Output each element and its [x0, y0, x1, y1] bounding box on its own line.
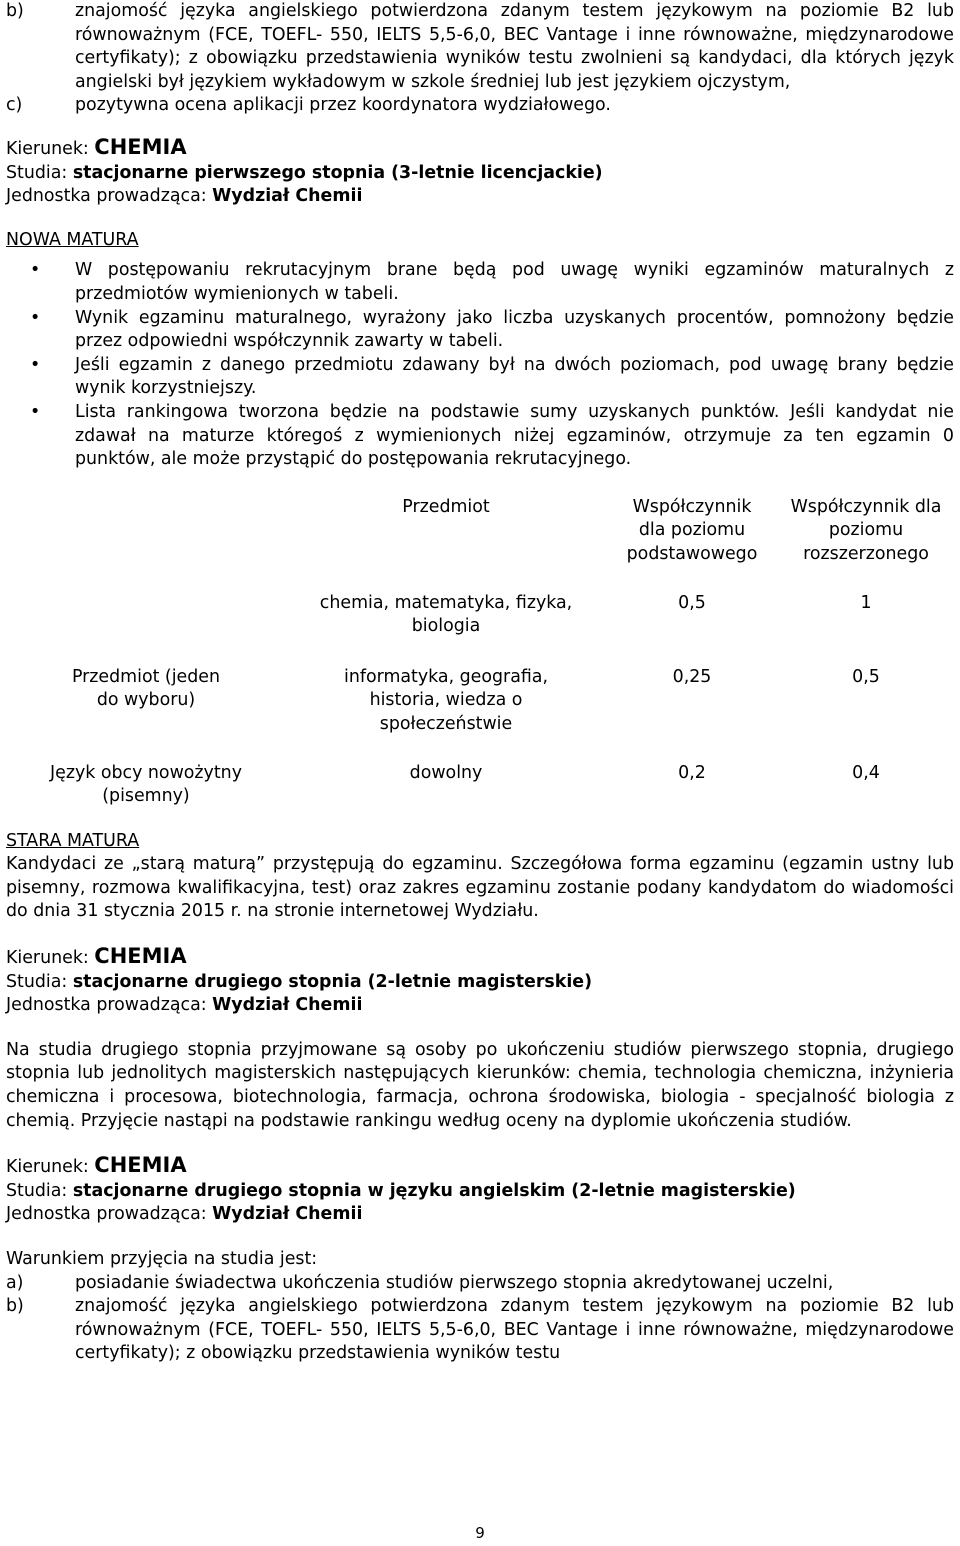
row2-extended: 0,5 — [852, 666, 880, 687]
row2-group: Przedmiot (jeden do wyboru) — [71, 666, 221, 711]
section3-heading — [6, 1154, 954, 1227]
list-item-c — [6, 94, 954, 118]
table-cell — [6, 484, 286, 592]
section1-heading — [6, 136, 954, 209]
list-text: znajomość języka angielskiego potwierdzona zdanym testem językowym na poziomie B2 lub równoważnym (FCE, TOEFL- 550, IELTS 5,5-6,0, BEC Vantage i inne równoważne, międzynarodowe certyfikaty); z obowiązku przedstawienia wyników testu zwolnieni są kandydaci, dla których język angielski był językiem wykładowym w szkole średniej lub jest językiem ojczystym, — [75, 1, 954, 92]
section2-heading — [6, 945, 954, 1018]
kierunek-label: Kierunek: — [6, 138, 89, 159]
table-cell — [6, 592, 286, 666]
list-item-b — [6, 1295, 954, 1366]
list-marker: a) — [6, 1272, 24, 1293]
bullet-text: W postępowaniu rekrutacyjnym brane będą pod uwagę wyniki egzaminów maturalnych z przedmiotów wymienionych w tabeli. — [75, 260, 954, 304]
row3-basic: 0,2 — [678, 762, 706, 783]
studia-line — [6, 162, 954, 186]
studia-line — [6, 1180, 954, 1204]
kierunek-line — [6, 1154, 954, 1180]
table-row — [6, 592, 954, 666]
row2-subjects: informatyka, geografia, historia, wiedza o społeczeństwie — [343, 666, 548, 734]
row1-basic: 0,5 — [678, 592, 706, 613]
bullet-dot: • — [30, 307, 41, 328]
header-przedmiot: Przedmiot — [402, 496, 490, 517]
jednostka-value: Wydział Chemii — [212, 995, 363, 1016]
row1-extended: 1 — [860, 592, 872, 613]
bullet-dot: • — [30, 260, 41, 281]
studia-value: stacjonarne pierwszego stopnia (3-letnie licencjackie) — [72, 162, 603, 183]
studia-label: Studia: — [6, 971, 68, 992]
bullet-list — [6, 259, 954, 471]
jednostka-line — [6, 1203, 954, 1227]
list-marker: c) — [6, 95, 23, 116]
conditions-intro: Warunkiem przyjęcia na studia jest: — [6, 1249, 318, 1269]
bullet-item — [6, 354, 954, 401]
bullet-dot: • — [30, 401, 41, 422]
list-text: pozytywna ocena aplikacji przez koordynatora wydziałowego. — [75, 95, 611, 116]
header-basic: Współczynnik dla poziomu podstawowego — [626, 496, 758, 564]
kierunek-value: CHEMIA — [94, 1153, 187, 1178]
table-header-row — [6, 484, 954, 592]
bullet-item — [6, 401, 954, 472]
studia-label: Studia: — [6, 1180, 68, 1201]
studia-line — [6, 971, 954, 995]
list-text: znajomość języka angielskiego potwierdzona zdanym testem językowym na poziomie B2 lub równoważnym (FCE, TOEFL- 550, IELTS 5,5-6,0, BEC Vantage i inne równoważne, międzynarodowe certyfikaty); z obowiązku przedstawienia wyników testu — [75, 1296, 954, 1364]
page-number: 9 — [475, 1524, 485, 1542]
bullet-text: Wynik egzaminu maturalnego, wyrażony jako liczba uzyskanych procentów, pomnożony będzie przez odpowiedni współczynnik zawarty w tabeli. — [75, 307, 954, 352]
kierunek-value: CHEMIA — [94, 944, 187, 969]
list-marker: b) — [6, 1296, 24, 1317]
table-row — [6, 666, 954, 762]
jednostka-label: Jednostka prowadząca: — [6, 186, 207, 207]
list-item-a — [6, 1272, 954, 1296]
studia-value: stacjonarne drugiego stopnia (2-letnie magisterskie) — [72, 971, 593, 992]
bullet-text: Lista rankingowa tworzona będzie na podstawie sumy uzyskanych punktów. Jeśli kandydat nie zdawał na maturze któregoś z wymienionych niżej egzaminów, otrzymuje za ten egzamin 0 punktów, ale może przystąpić do postępowania rekrutacyjnego. — [75, 401, 954, 470]
kierunek-line — [6, 945, 954, 971]
section2-body: Na studia drugiego stopnia przyjmowane są osoby po ukończeniu studiów pierwszego stopnia, drugiego stopnia lub jednolitych magisterskich następujących kierunków: chemia, technologia chemiczna, inżynieria chemiczna i procesowa, biotechnologia, farmacja, ochrona środowiska, biologia - specjalność biologia z chemią. Przyjęcie nastąpi na podstawie rankingu według oceny na dyplomie ukończenia studiów. — [6, 1039, 954, 1131]
row3-extended: 0,4 — [852, 762, 880, 783]
jednostka-label: Jednostka prowadząca: — [6, 995, 207, 1016]
studia-value: stacjonarne drugiego stopnia w języku angielskim (2-letnie magisterskie) — [72, 1180, 796, 1201]
row2-basic: 0,25 — [672, 666, 712, 687]
document-page — [6, 0, 954, 1366]
list-marker: b) — [6, 1, 24, 21]
jednostka-value: Wydział Chemii — [212, 186, 363, 207]
row3-group: Język obcy nowożytny (pisemny) — [50, 762, 242, 807]
stara-matura-heading: STARA MATURA — [6, 830, 140, 851]
jednostka-line — [6, 994, 954, 1018]
jednostka-label: Jednostka prowadząca: — [6, 1204, 207, 1225]
kierunek-line — [6, 136, 954, 162]
bullet-item — [6, 259, 954, 306]
list-text: posiadanie świadectwa ukończenia studiów pierwszego stopnia akredytowanej uczelni, — [75, 1272, 834, 1293]
studia-label: Studia: — [6, 162, 68, 183]
row1-subjects: chemia, matematyka, fizyka, biologia — [319, 592, 573, 637]
kierunek-label: Kierunek: — [6, 1157, 89, 1178]
kierunek-label: Kierunek: — [6, 948, 89, 969]
table-row — [6, 762, 954, 824]
header-extended: Współczynnik dla poziomu rozszerzonego — [790, 496, 942, 564]
coefficient-table — [6, 484, 954, 824]
stara-matura-text: Kandydaci ze „starą maturą” przystępują do egzaminu. Szczegółowa forma egzaminu (egzamin ustny lub pisemny, rozmowa kwalifikacyjna, test) oraz zakres egzaminu zostanie podany kandydatom do wiadomości do dnia 31 stycznia 2015 r. na stronie internetowej Wydziału. — [6, 854, 954, 922]
list-item-b — [6, 0, 954, 94]
jednostka-line — [6, 185, 954, 209]
row3-subjects: dowolny — [409, 762, 483, 783]
bullet-item — [6, 307, 954, 354]
kierunek-value: CHEMIA — [94, 134, 187, 159]
bullet-dot: • — [30, 354, 41, 375]
jednostka-value: Wydział Chemii — [212, 1204, 363, 1225]
nowa-matura-heading: NOWA MATURA — [6, 229, 139, 250]
bullet-text: Jeśli egzamin z danego przedmiotu zdawany był na dwóch poziomach, pod uwagę brany będzie wynik korzystniejszy. — [75, 354, 954, 399]
